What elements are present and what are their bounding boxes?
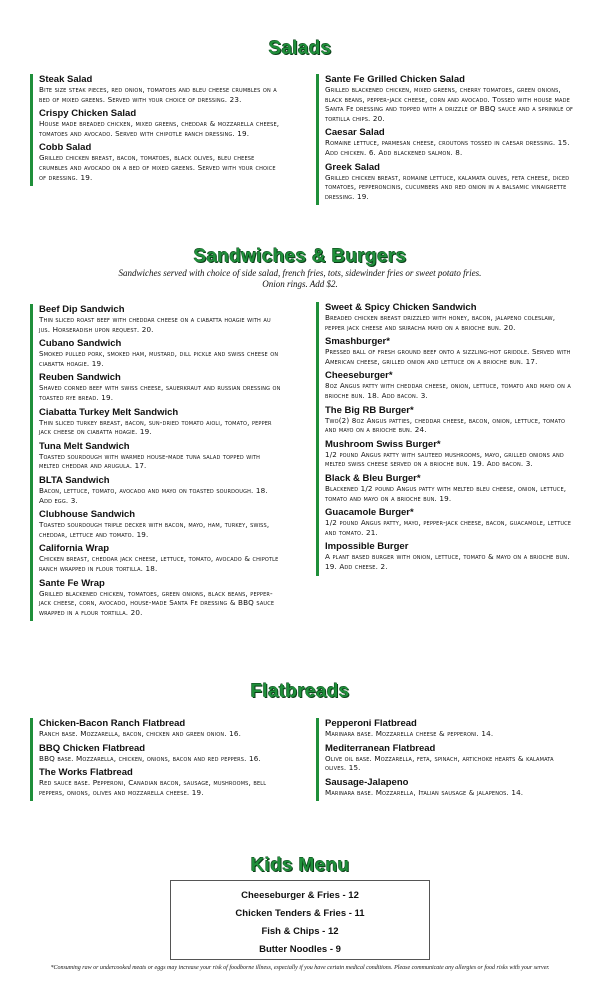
kids-item: Cheeseburger & Fries - 12 [241, 890, 359, 901]
item-description: House made breaded chicken, mixed greens, cheddar & mozzarella cheese, tomatoes and avocado. Served with chipotle ranch dressing. 19. [39, 119, 280, 138]
menu-item [39, 441, 283, 471]
item-description: Red sauce base. Pepperoni, Canadian bacon, sausage, mushrooms, bell peppers, onions, olives and mozzarella cheese. 19. [39, 778, 267, 797]
item-description: BBQ base. Mozzarella, chicken, onions, bacon and red peppers. 16. [39, 753, 261, 763]
menu-item [325, 541, 575, 571]
menu-item [39, 142, 283, 182]
menu-item [39, 718, 283, 739]
item-description: Grilled blackened chicken, mixed greens, cherry tomatoes, green onions, black beans, pepper-jack cheese, corn and avocado. Tossed with house made Santa Fe dressing and topped with a drizzle of BBQ sauce and a sprinkle of tortilla chips. 20. [325, 85, 574, 123]
item-name: Beef Dip Sandwich [39, 304, 125, 315]
item-description: Thin sliced roast beef with cheddar cheese on a ciabatta hoagie with au jus. Horseradish upon request. 20. [39, 315, 271, 334]
item-description: Bacon, lettuce, tomato, avocado and mayo on toasted sourdough. 18. Add egg. 3. [39, 485, 268, 505]
kids-item: Fish & Chips - 12 [261, 926, 339, 937]
item-name: BBQ Chicken Flatbread [39, 742, 146, 754]
menu-item [325, 507, 575, 537]
menu-item [39, 338, 283, 368]
item-name: Reuben Sandwich [39, 372, 121, 384]
sandwiches-subtitle-line1: Sandwiches served with choice of side salad, french fries, tots, sidewinder fries or sweet potato fries. [118, 268, 482, 278]
item-name: Impossible Burger [325, 541, 409, 553]
menu-item [39, 543, 283, 573]
item-description: Grilled blackened chicken, tomatoes, green onions, black beans, pepper-jack cheese, corn, avocado, house-made Santa Fe dressing & BBQ sauce wrapped in a flour tortilla. 20. [39, 588, 275, 617]
menu-item [39, 304, 283, 334]
menu-item [325, 405, 575, 435]
menu-item [325, 439, 575, 469]
menu-item [325, 777, 575, 798]
salads-title: Salads [268, 38, 332, 59]
menu-item [325, 127, 575, 157]
salads-right-column [316, 74, 575, 205]
item-name: Caesar Salad [325, 127, 385, 139]
item-description: Two(2) 8oz Angus patties, cheddar cheese, bacon, onion, lettuce, tomato and mayo on a brioche bun. 24. [325, 415, 566, 435]
item-description: Grilled chicken breast, romaine lettuce, kalamata olives, feta cheese, diced tomatoes, pepperoncinis, cucumbers and red onion in a balsamic vinaigrette dressing. 19. [325, 172, 570, 201]
item-description: Pressed ball of fresh ground beef onto a sizzling-hot griddle. Served with American cheese, grilled onion and lettuce on a brioche bun. 17. [325, 347, 571, 366]
menu-item [325, 370, 575, 400]
item-name: Greek Salad [325, 161, 380, 173]
menu-item [39, 407, 283, 437]
item-name: Cheeseburger* [325, 370, 393, 382]
flatbreads-left-column [30, 718, 283, 801]
item-description: Toasted sourdough with warmed house-made tuna salad topped with melted cheddar and arugula. 17. [39, 451, 261, 471]
menu-item [325, 74, 575, 123]
menu-item [325, 743, 575, 773]
item-name: Clubhouse Sandwich [39, 509, 136, 521]
menu-item [325, 162, 575, 202]
item-description: Breaded chicken breast drizzled with honey, bacon, jalapeno coleslaw, pepper jack cheese and sriracha mayo on a brioche bun. 20. [325, 313, 556, 332]
sandwiches-right-column [316, 302, 575, 576]
item-name: The Works Flatbread [39, 767, 133, 779]
item-name: The Big RB Burger* [325, 404, 414, 416]
item-description: Ranch base. Mozzarella, bacon, chicken and green onion. 16. [39, 729, 242, 738]
item-description: Olive oil base. Mozzarella, feta, spinach, artichoke hearts & kalamata olives. 15. [325, 753, 554, 773]
item-name: BLTA Sandwich [39, 474, 110, 486]
item-description: Thin sliced turkey breast, bacon, sun-dried tomato aioli, tomato, pepper jack cheese on ciabatta hoagie. 19. [39, 417, 272, 437]
kids-item: Butter Noodles - 9 [259, 944, 341, 955]
kids-item: Chicken Tenders & Fries - 11 [235, 908, 365, 919]
item-description: 8oz Angus patty with cheddar cheese, onion, lettuce, tomato and mayo on a brioche bun. 18. Add bacon. 3. [325, 381, 571, 400]
menu-item [39, 578, 283, 618]
menu-item [39, 743, 283, 764]
flatbreads-right-column [316, 718, 575, 801]
flatbreads-title: Flatbreads [250, 681, 350, 702]
menu-item [39, 372, 283, 402]
item-name: Steak Salad [39, 74, 93, 85]
item-name: Crispy Chicken Salad [39, 108, 137, 120]
item-name: Mediterranean Flatbread [325, 742, 436, 754]
menu-item [39, 475, 283, 505]
item-name: Guacamole Burger* [325, 507, 414, 519]
sandwiches-title: Sandwiches & Burgers [193, 246, 407, 267]
menu-item [325, 336, 575, 366]
item-description: Marinara base. Mozzarella cheese & pepperoni. 14. [325, 729, 494, 738]
item-name: Sante Fe Grilled Chicken Salad [325, 74, 465, 85]
menu-item [39, 108, 283, 138]
menu-item [39, 767, 283, 797]
item-description: Chicken breast, cheddar jack cheese, lettuce, tomato, avocado & chipotle ranch wrapped in flour tortilla. 18. [39, 554, 279, 573]
sandwiches-subtitle-line2: Onion rings. Add $2. [262, 279, 338, 289]
item-name: Cobb Salad [39, 142, 92, 154]
item-name: Pepperoni Flatbread [325, 718, 417, 729]
item-name: Chicken-Bacon Ranch Flatbread [39, 718, 186, 729]
item-name: Black & Bleu Burger* [325, 472, 421, 484]
menu-item [325, 473, 575, 503]
item-description: Marinara base. Mozzarella, Italian sausage & jalapenos. 14. [325, 787, 524, 797]
menu-item [325, 302, 575, 332]
item-description: Toasted sourdough triple decker with bacon, mayo, ham, turkey, swiss, cheddar, lettuce and tomato. 19. [39, 520, 270, 539]
item-description: Smoked pulled pork, smoked ham, mustard, dill pickle and swiss cheese on ciabatta hoagie. 19. [39, 349, 279, 368]
item-description: 1/2 pound Angus patty, mayo, pepper-jack cheese, bacon, guacamole, lettuce and tomato. 21. [325, 518, 572, 537]
menu-item [39, 74, 283, 104]
item-name: Sante Fe Wrap [39, 577, 105, 589]
menu-item [325, 718, 575, 739]
item-description: A plant based burger with onion, lettuce, tomato & mayo on a brioche bun. 19. Add cheese. 2. [325, 552, 570, 571]
item-name: Mushroom Swiss Burger* [325, 438, 441, 450]
item-description: 1/2 pound Angus patty with sauteed mushrooms, mayo, grilled onions and melted swiss cheese served on a brioche bun. 19. Add bacon. 3. [325, 449, 564, 469]
item-name: Sausage-Jalapeno [325, 776, 409, 788]
item-description: Shaved corned beef with swiss cheese, sauerkraut and russian dressing on toasted rye bread. 19. [39, 383, 281, 402]
salads-left-column [30, 74, 283, 186]
item-name: Smashburger* [325, 336, 390, 348]
item-name: Sweet & Spicy Chicken Sandwich [325, 302, 477, 313]
sandwiches-left-column [30, 304, 283, 621]
item-description: Grilled chicken breast, bacon, tomatoes, black olives, bleu cheese crumbles and avocado on a bed of mixed greens. Served with your choice of dressing. 19. [39, 153, 276, 182]
footnote: *Consuming raw or undercooked meats or eggs may increase your risk of foodborne illness, especially if you have certain medical conditions. Please communicate any allergies or food risks with your server. [50, 965, 550, 971]
menu-item [39, 509, 283, 539]
item-description: Bite size steak pieces, red onion, tomatoes and bleu cheese crumbles on a bed of mixed greens. Served with your choice of dressing. 23. [39, 85, 277, 104]
kids-menu-title: Kids Menu [250, 855, 350, 876]
item-name: Ciabatta Turkey Melt Sandwich [39, 406, 179, 418]
item-description: Romaine lettuce, parmesan cheese, croutons tossed in caesar dressing. 15. Add chicken. 6. Add blackened salmon. 8. [325, 138, 570, 157]
item-description: Blackened 1/2 pound Angus patty with melted bleu cheese, onion, lettuce, tomato and mayo on a brioche bun. 19. [325, 483, 567, 503]
item-name: California Wrap [39, 543, 110, 555]
item-name: Cubano Sandwich [39, 338, 122, 350]
item-name: Tuna Melt Sandwich [39, 440, 130, 452]
kids-menu-box [170, 880, 430, 960]
